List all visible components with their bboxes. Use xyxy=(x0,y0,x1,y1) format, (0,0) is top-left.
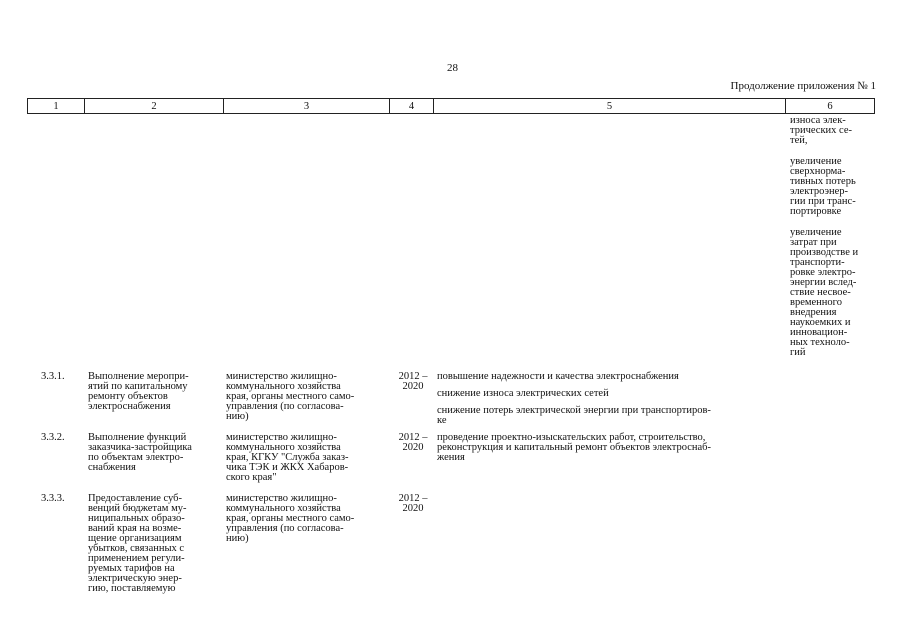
row-name: Предоставление суб- венций бюджетам му- ниципальных образо- ваний края на возме- щение организациям убытков, связанных с применением регули- руемых тарифов на электрическую энер- гию, поставляемую xyxy=(88,493,187,594)
result-item: проведение проектно-изыскательских работ, строительство, реконструкция и капитальный ремонт объектов электроснаб- жения xyxy=(437,432,711,463)
col6-continued xyxy=(790,116,874,369)
result-item: снижение потерь электрической энергии при транспортиров- ке xyxy=(437,405,711,426)
row-years: 2012 – 2020 xyxy=(398,493,428,514)
page-number: 28 xyxy=(447,62,458,74)
row-executor: министерство жилищно- коммунального хозяйства края, органы местного само- управления (по согласова- нию) xyxy=(226,493,355,544)
row-executor: министерство жилищно- коммунального хозяйства края, КГКУ "Служба заказ- чика ТЭК и ЖКХ Хабаров- ского края" xyxy=(226,432,349,483)
header-col-5: 5 xyxy=(434,99,786,113)
row-years: 2012 – 2020 xyxy=(398,371,428,392)
col6-item: увеличение сверхнорма- тивных потерь электроэнер- гии при транс- портировке xyxy=(790,156,856,217)
row-name: Выполнение функций заказчика-застройщика по объектам электро- снабжения xyxy=(88,432,192,473)
row-executor: министерство жилищно- коммунального хозяйства края, органы местного само- управления (по согласова- нию) xyxy=(226,371,355,422)
row-number: 3.3.1. xyxy=(41,371,65,382)
row-number: 3.3.3. xyxy=(41,493,65,504)
col6-item: износа элек- трических се- тей, xyxy=(790,115,852,146)
row-years: 2012 – 2020 xyxy=(398,432,428,453)
table-header xyxy=(27,98,875,114)
row-number: 3.3.2. xyxy=(41,432,65,443)
header-col-2: 2 xyxy=(85,99,224,113)
header-col-6: 6 xyxy=(827,101,833,112)
result-item: повышение надежности и качества электроснабжения xyxy=(437,371,679,382)
header-col-3: 3 xyxy=(224,99,390,113)
result-item: снижение износа электрических сетей xyxy=(437,388,609,399)
continuation-label: Продолжение приложения № 1 xyxy=(730,80,876,92)
row-results xyxy=(437,433,782,470)
row-name: Выполнение меропри- ятий по капитальному ремонту объектов электроснабжения xyxy=(88,371,189,412)
row-results xyxy=(437,372,782,433)
header-col-4: 4 xyxy=(390,99,434,113)
header-col-1: 1 xyxy=(28,99,85,113)
col6-item: увеличение затрат при производстве и транспорти- ровке электро- энергии вслед- ствие несвое- временного внедрения наукоемких и инновацион- ных техноло- гий xyxy=(790,227,859,358)
